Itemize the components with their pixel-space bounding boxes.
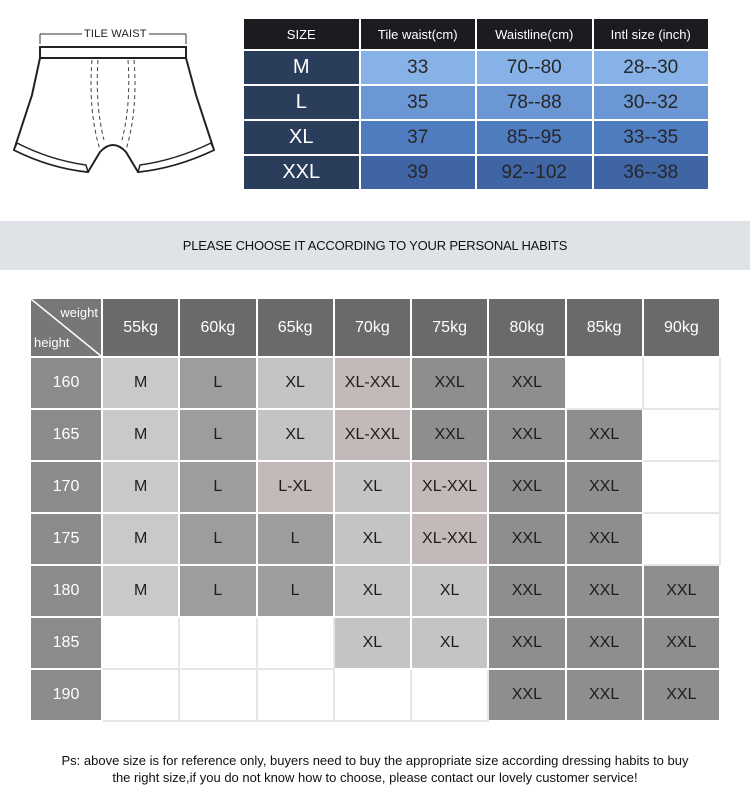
tile-waist-header: Tile waist(cm)	[360, 18, 477, 50]
size-recommendation-cell: XXL	[488, 617, 565, 669]
size-recommendation-cell: XXL	[566, 617, 643, 669]
size-recommendation-cell: XXL	[488, 513, 565, 565]
empty-cell	[179, 669, 256, 721]
size-recommendation-cell: XXL	[643, 669, 720, 721]
size-recommendation-cell: XXL	[566, 461, 643, 513]
height-header-cell: 190	[30, 669, 102, 721]
boxer-illustration	[0, 0, 235, 200]
empty-cell	[102, 617, 179, 669]
waistline-cell: 92--102	[476, 155, 593, 190]
size-table	[242, 17, 710, 191]
tile-waist-cell: 37	[360, 120, 477, 155]
empty-cell	[643, 409, 720, 461]
size-recommendation-cell: M	[102, 513, 179, 565]
empty-cell	[411, 669, 488, 721]
size-recommendation-cell: XL	[334, 617, 411, 669]
size-recommendation-cell: XL-XXL	[334, 409, 411, 461]
size-recommendation-cell: XL-XXL	[334, 357, 411, 409]
empty-cell	[643, 461, 720, 513]
size-table-header	[243, 18, 709, 50]
tile-waist-cell: 35	[360, 85, 477, 120]
height-header-cell: 165	[30, 409, 102, 461]
note-line-1: Ps: above size is for reference only, buyers need to buy the appropriate size according dressing habits to buy	[61, 753, 689, 768]
waistline-cell: 85--95	[476, 120, 593, 155]
empty-cell	[257, 669, 334, 721]
grid-row	[30, 357, 720, 409]
size-row	[243, 155, 709, 190]
size-recommendation-cell: XL	[334, 513, 411, 565]
size-recommendation-cell: M	[102, 565, 179, 617]
size-recommendation-cell: L	[257, 513, 334, 565]
size-recommendation-cell: XXL	[488, 669, 565, 721]
size-recommendation-cell: L	[179, 565, 256, 617]
size-recommendation-cell: XL	[334, 461, 411, 513]
size-row	[243, 120, 709, 155]
size-cell: XL	[243, 120, 360, 155]
size-recommendation-cell: L	[179, 357, 256, 409]
waistline-header: Waistline(cm)	[476, 18, 593, 50]
size-recommendation-cell: L	[257, 565, 334, 617]
empty-cell	[179, 617, 256, 669]
intl-size-header: Intl size (inch)	[593, 18, 710, 50]
size-header: SIZE	[243, 18, 360, 50]
size-recommendation-cell: XL-XXL	[411, 461, 488, 513]
size-recommendation-cell: XXL	[488, 357, 565, 409]
note-line-2: the right size,if you do not know how to choose, please contact our lovely customer service!	[112, 770, 638, 785]
weight-header-cell: 75kg	[411, 298, 488, 357]
grid-row	[30, 461, 720, 513]
size-cell: L	[243, 85, 360, 120]
weight-header-cell: 90kg	[643, 298, 720, 357]
size-recommendation-cell: M	[102, 461, 179, 513]
weight-header-cell: 85kg	[566, 298, 643, 357]
empty-cell	[566, 357, 643, 409]
size-recommendation-cell: M	[102, 357, 179, 409]
size-recommendation-cell: L	[179, 461, 256, 513]
height-header-cell: 185	[30, 617, 102, 669]
grid-row	[30, 617, 720, 669]
height-header-cell: 175	[30, 513, 102, 565]
weight-height-grid	[29, 297, 721, 722]
empty-cell	[643, 513, 720, 565]
size-recommendation-cell: XXL	[488, 409, 565, 461]
intl-size-cell: 28--30	[593, 50, 710, 85]
empty-cell	[257, 617, 334, 669]
tile-waist-cell: 39	[360, 155, 477, 190]
size-recommendation-cell: XL	[257, 409, 334, 461]
tile-waist-label: TILE WAIST	[84, 28, 147, 40]
reference-note	[20, 752, 730, 786]
banner-text: PLEASE CHOOSE IT ACCORDING TO YOUR PERSONAL HABITS	[182, 238, 568, 253]
height-header-cell: 170	[30, 461, 102, 513]
size-cell: XXL	[243, 155, 360, 190]
size-recommendation-cell: L	[179, 409, 256, 461]
size-recommendation-cell: M	[102, 409, 179, 461]
size-recommendation-cell: XL	[411, 617, 488, 669]
grid-body	[30, 357, 720, 721]
size-recommendation-cell: XXL	[643, 617, 720, 669]
weight-header-row	[30, 298, 720, 357]
grid-row	[30, 409, 720, 461]
size-recommendation-cell: XL	[334, 565, 411, 617]
size-row	[243, 50, 709, 85]
size-recommendation-cell: XXL	[411, 409, 488, 461]
empty-cell	[102, 669, 179, 721]
weight-header-cell: 80kg	[488, 298, 565, 357]
intl-size-cell: 36--38	[593, 155, 710, 190]
size-recommendation-cell: XL	[257, 357, 334, 409]
weight-header-cell: 70kg	[334, 298, 411, 357]
size-recommendation-cell: XXL	[488, 461, 565, 513]
size-recommendation-cell: L-XL	[257, 461, 334, 513]
weight-header-cell: 55kg	[102, 298, 179, 357]
size-recommendation-cell: XXL	[643, 565, 720, 617]
weight-header-cell: 60kg	[179, 298, 256, 357]
size-recommendation-cell: XXL	[566, 565, 643, 617]
intl-size-cell: 30--32	[593, 85, 710, 120]
empty-cell	[334, 669, 411, 721]
grid-row	[30, 513, 720, 565]
waistline-cell: 78--88	[476, 85, 593, 120]
height-header-cell: 180	[30, 565, 102, 617]
size-recommendation-cell: XL-XXL	[411, 513, 488, 565]
weight-header-cell: 65kg	[257, 298, 334, 357]
waistline-cell: 70--80	[476, 50, 593, 85]
advice-banner	[0, 221, 750, 270]
corner-weight-label: weight	[60, 305, 98, 320]
size-cell: M	[243, 50, 360, 85]
height-header-cell: 160	[30, 357, 102, 409]
grid-row	[30, 565, 720, 617]
tile-waist-cell: 33	[360, 50, 477, 85]
size-row	[243, 85, 709, 120]
size-recommendation-cell: XXL	[566, 669, 643, 721]
grid-corner	[30, 298, 102, 357]
size-recommendation-cell: XL	[411, 565, 488, 617]
grid-row	[30, 669, 720, 721]
corner-height-label: height	[34, 335, 70, 350]
size-recommendation-cell: L	[179, 513, 256, 565]
size-recommendation-cell: XXL	[488, 565, 565, 617]
size-recommendation-cell: XXL	[566, 409, 643, 461]
intl-size-cell: 33--35	[593, 120, 710, 155]
size-recommendation-cell: XXL	[566, 513, 643, 565]
size-recommendation-cell: XXL	[411, 357, 488, 409]
empty-cell	[643, 357, 720, 409]
